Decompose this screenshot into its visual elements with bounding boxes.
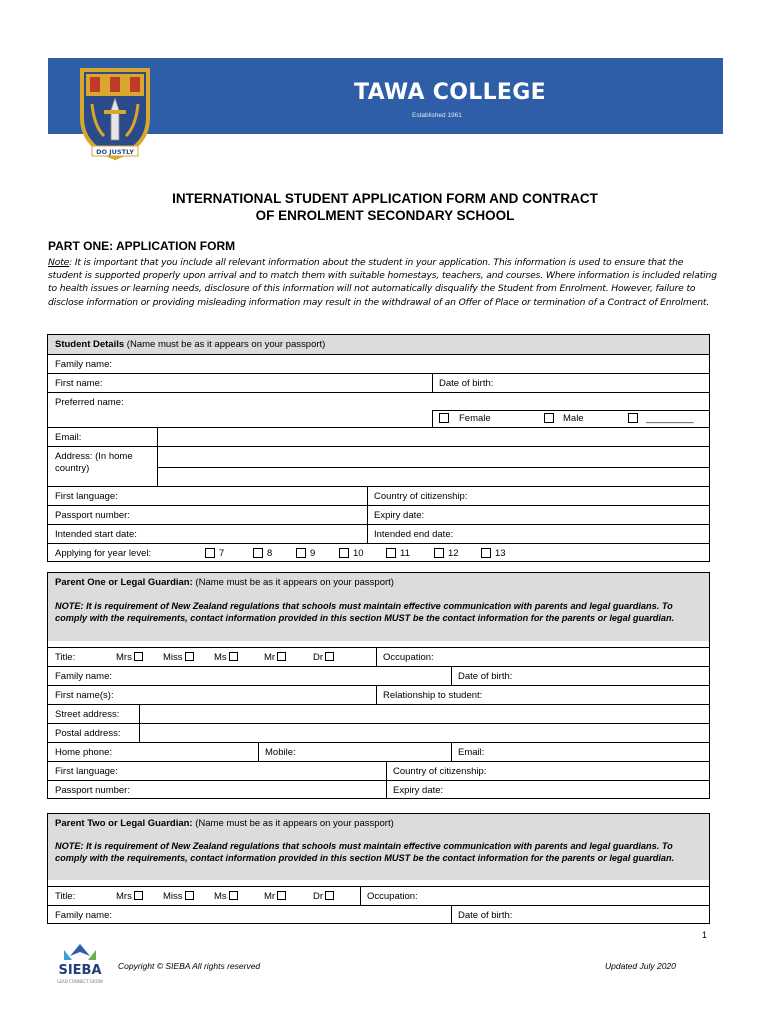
- other-gender-blank: _________: [646, 413, 694, 424]
- parent-one-family-row: [48, 666, 709, 685]
- title-mrs-checkbox[interactable]: [134, 891, 143, 900]
- year-9-checkbox[interactable]: [296, 548, 306, 558]
- parent-one-firstname-row: [48, 685, 709, 704]
- established-text: Established 1961: [412, 112, 462, 119]
- first-name-label: First name:: [55, 378, 103, 389]
- date-of-birth-label: Date of birth:: [458, 671, 513, 682]
- mobile-label: Mobile:: [265, 747, 296, 758]
- family-name-label: Family name:: [55, 910, 113, 921]
- postal-address-field[interactable]: [48, 723, 709, 742]
- year-level-label: Applying for year level:: [55, 548, 152, 559]
- language-citizenship-row: [48, 486, 709, 505]
- parent-one-title-row: [48, 647, 709, 666]
- year-7-checkbox[interactable]: [205, 548, 215, 558]
- family-name-field[interactable]: [48, 354, 709, 373]
- title-ms-label: Ms: [214, 891, 227, 902]
- intended-end-label: Intended end date:: [374, 529, 454, 540]
- year-7-label: 7: [219, 548, 225, 559]
- parent-one-heading: Parent One or Legal Guardian:: [55, 577, 193, 588]
- title-miss-label: Miss: [163, 891, 183, 902]
- title-ms-label: Ms: [214, 652, 227, 663]
- part-heading: PART ONE: APPLICATION FORM: [48, 239, 236, 253]
- address-field[interactable]: [48, 446, 709, 486]
- address-label: Address: (In home country): [55, 451, 133, 474]
- title-mr-label: Mr: [264, 652, 276, 663]
- family-name-label: Family name:: [55, 671, 113, 682]
- first-names-label: First name(s):: [55, 690, 114, 701]
- start-end-row: [48, 524, 709, 543]
- title-dr-checkbox[interactable]: [325, 652, 334, 661]
- country-citizenship-label: Country of citizenship:: [393, 766, 487, 777]
- title-mr-label: Mr: [264, 891, 276, 902]
- passport-number-label: Passport number:: [55, 510, 130, 521]
- note-label: Note: [48, 257, 70, 268]
- parent-two-heading: Parent Two or Legal Guardian:: [55, 818, 193, 829]
- email-label: Email:: [458, 747, 485, 758]
- name-dob-row: [48, 373, 709, 392]
- parent-one-phone-row: [48, 742, 709, 761]
- title-label: Title:: [55, 652, 76, 663]
- passport-number-label: Passport number:: [55, 785, 130, 796]
- sieba-logo-icon: [50, 942, 110, 986]
- date-of-birth-label: Date of birth:: [439, 378, 494, 389]
- title-ms-checkbox[interactable]: [229, 891, 238, 900]
- relationship-label: Relationship to student:: [383, 690, 483, 701]
- first-language-label: First language:: [55, 766, 118, 777]
- intended-start-label: Intended start date:: [55, 529, 137, 540]
- expiry-date-label: Expiry date:: [393, 785, 444, 796]
- preferred-gender-row: [48, 392, 709, 427]
- school-crest-icon: [76, 66, 154, 164]
- title-mrs-label: Mrs: [116, 891, 132, 902]
- updated-text: Updated July 2020: [605, 961, 676, 971]
- sieba-logo-text: SIEBA: [58, 963, 102, 978]
- street-address-label: Street address:: [55, 709, 120, 720]
- preferred-name-label: Preferred name:: [55, 397, 124, 408]
- male-checkbox[interactable]: [544, 413, 554, 423]
- application-note: [48, 256, 718, 309]
- parent-two-title-row: [48, 886, 709, 905]
- student-header: [48, 335, 709, 354]
- student-heading-note: (Name must be as it appears on your passport): [124, 339, 326, 350]
- parent-one-section: [47, 572, 710, 799]
- year-10-checkbox[interactable]: [339, 548, 349, 558]
- student-heading: Student Details: [55, 339, 125, 350]
- title-mr-checkbox[interactable]: [277, 652, 286, 661]
- note-text: : It is important that you include all relevant information about the student in your application. This information is used to ensure that the student is supported properly upon arrival and to match them with suitable homestays, teachers, and courses. Where information is included relating to health issues or learning needs, disclosure of this information will not automatically disqualify the Student from Enrolment. However, failure to disclose information or providing misleading information may result in the withdrawal of an Offer of Place or termination of a Contract of Enrolment.: [48, 257, 717, 308]
- title-dr-checkbox[interactable]: [325, 891, 334, 900]
- parent-two-family-row: [48, 905, 709, 924]
- crest-motto: DO JUSTLY: [96, 148, 134, 156]
- email-label: Email:: [55, 432, 82, 443]
- parent-two-section: [47, 813, 710, 924]
- document-title: [60, 190, 710, 224]
- parent-two-header: [48, 814, 709, 880]
- country-citizenship-label: Country of citizenship:: [374, 491, 468, 502]
- expiry-date-label: Expiry date:: [374, 510, 425, 521]
- passport-expiry-row: [48, 505, 709, 524]
- male-label: Male: [563, 413, 584, 424]
- parent-one-note: NOTE: It is requirement of New Zealand regulations that schools must maintain effective communication with parents and legal guardians. To comply with the requirements, contact information provided in this section MUST be the contact information for the parents or legal guardian.: [55, 601, 675, 623]
- other-gender-checkbox[interactable]: [628, 413, 638, 423]
- parent-one-passport-row: [48, 780, 709, 799]
- title-ms-checkbox[interactable]: [229, 652, 238, 661]
- title-miss-checkbox[interactable]: [185, 891, 194, 900]
- year-12-checkbox[interactable]: [434, 548, 444, 558]
- female-checkbox[interactable]: [439, 413, 449, 423]
- student-details-section: [47, 334, 710, 562]
- title-dr-label: Dr: [313, 652, 324, 663]
- title-mrs-checkbox[interactable]: [134, 652, 143, 661]
- date-of-birth-label: Date of birth:: [458, 910, 513, 921]
- parent-two-note: NOTE: It is requirement of New Zealand regulations that schools must maintain effective communication with parents and legal guardians. To comply with the requirements, contact information provided in this section MUST be the contact information for the parents or legal guardian.: [55, 841, 675, 863]
- sieba-logo-tagline: LEAD CONNECT GROW: [57, 979, 103, 984]
- occupation-label: Occupation:: [367, 891, 418, 902]
- email-field[interactable]: [48, 427, 709, 446]
- year-11-label: 11: [400, 548, 410, 559]
- postal-address-label: Postal address:: [55, 728, 121, 739]
- year-13-checkbox[interactable]: [481, 548, 491, 558]
- title-line-2: OF ENROLMENT SECONDARY SCHOOL: [255, 208, 515, 223]
- copyright-text: Copyright © SIEBA All rights reserved: [118, 961, 261, 971]
- parent-one-header: [48, 573, 709, 641]
- parent-one-language-row: [48, 761, 709, 780]
- title-dr-label: Dr: [313, 891, 324, 902]
- year-8-label: 8: [267, 548, 273, 559]
- family-name-label: Family name:: [55, 359, 113, 370]
- street-address-field[interactable]: [48, 704, 709, 723]
- year-8-checkbox[interactable]: [253, 548, 263, 558]
- school-name: TAWA COLLEGE: [354, 80, 546, 105]
- female-label: Female: [459, 413, 491, 424]
- title-mr-checkbox[interactable]: [277, 891, 286, 900]
- title-miss-label: Miss: [163, 652, 183, 663]
- year-level-row: [48, 543, 709, 562]
- title-mrs-label: Mrs: [116, 652, 132, 663]
- parent-one-heading-note: (Name must be as it appears on your passport): [192, 577, 394, 588]
- home-phone-label: Home phone:: [55, 747, 113, 758]
- year-10-label: 10: [353, 548, 364, 559]
- page-number: 1: [702, 930, 708, 940]
- parent-two-heading-note: (Name must be as it appears on your passport): [192, 818, 394, 829]
- year-11-checkbox[interactable]: [386, 548, 396, 558]
- first-language-label: First language:: [55, 491, 118, 502]
- year-12-label: 12: [448, 548, 459, 559]
- year-9-label: 9: [310, 548, 316, 559]
- title-line-1: INTERNATIONAL STUDENT APPLICATION FORM AND CONTRACT: [172, 191, 598, 206]
- title-miss-checkbox[interactable]: [185, 652, 194, 661]
- title-label: Title:: [55, 891, 76, 902]
- occupation-label: Occupation:: [383, 652, 434, 663]
- year-13-label: 13: [495, 548, 506, 559]
